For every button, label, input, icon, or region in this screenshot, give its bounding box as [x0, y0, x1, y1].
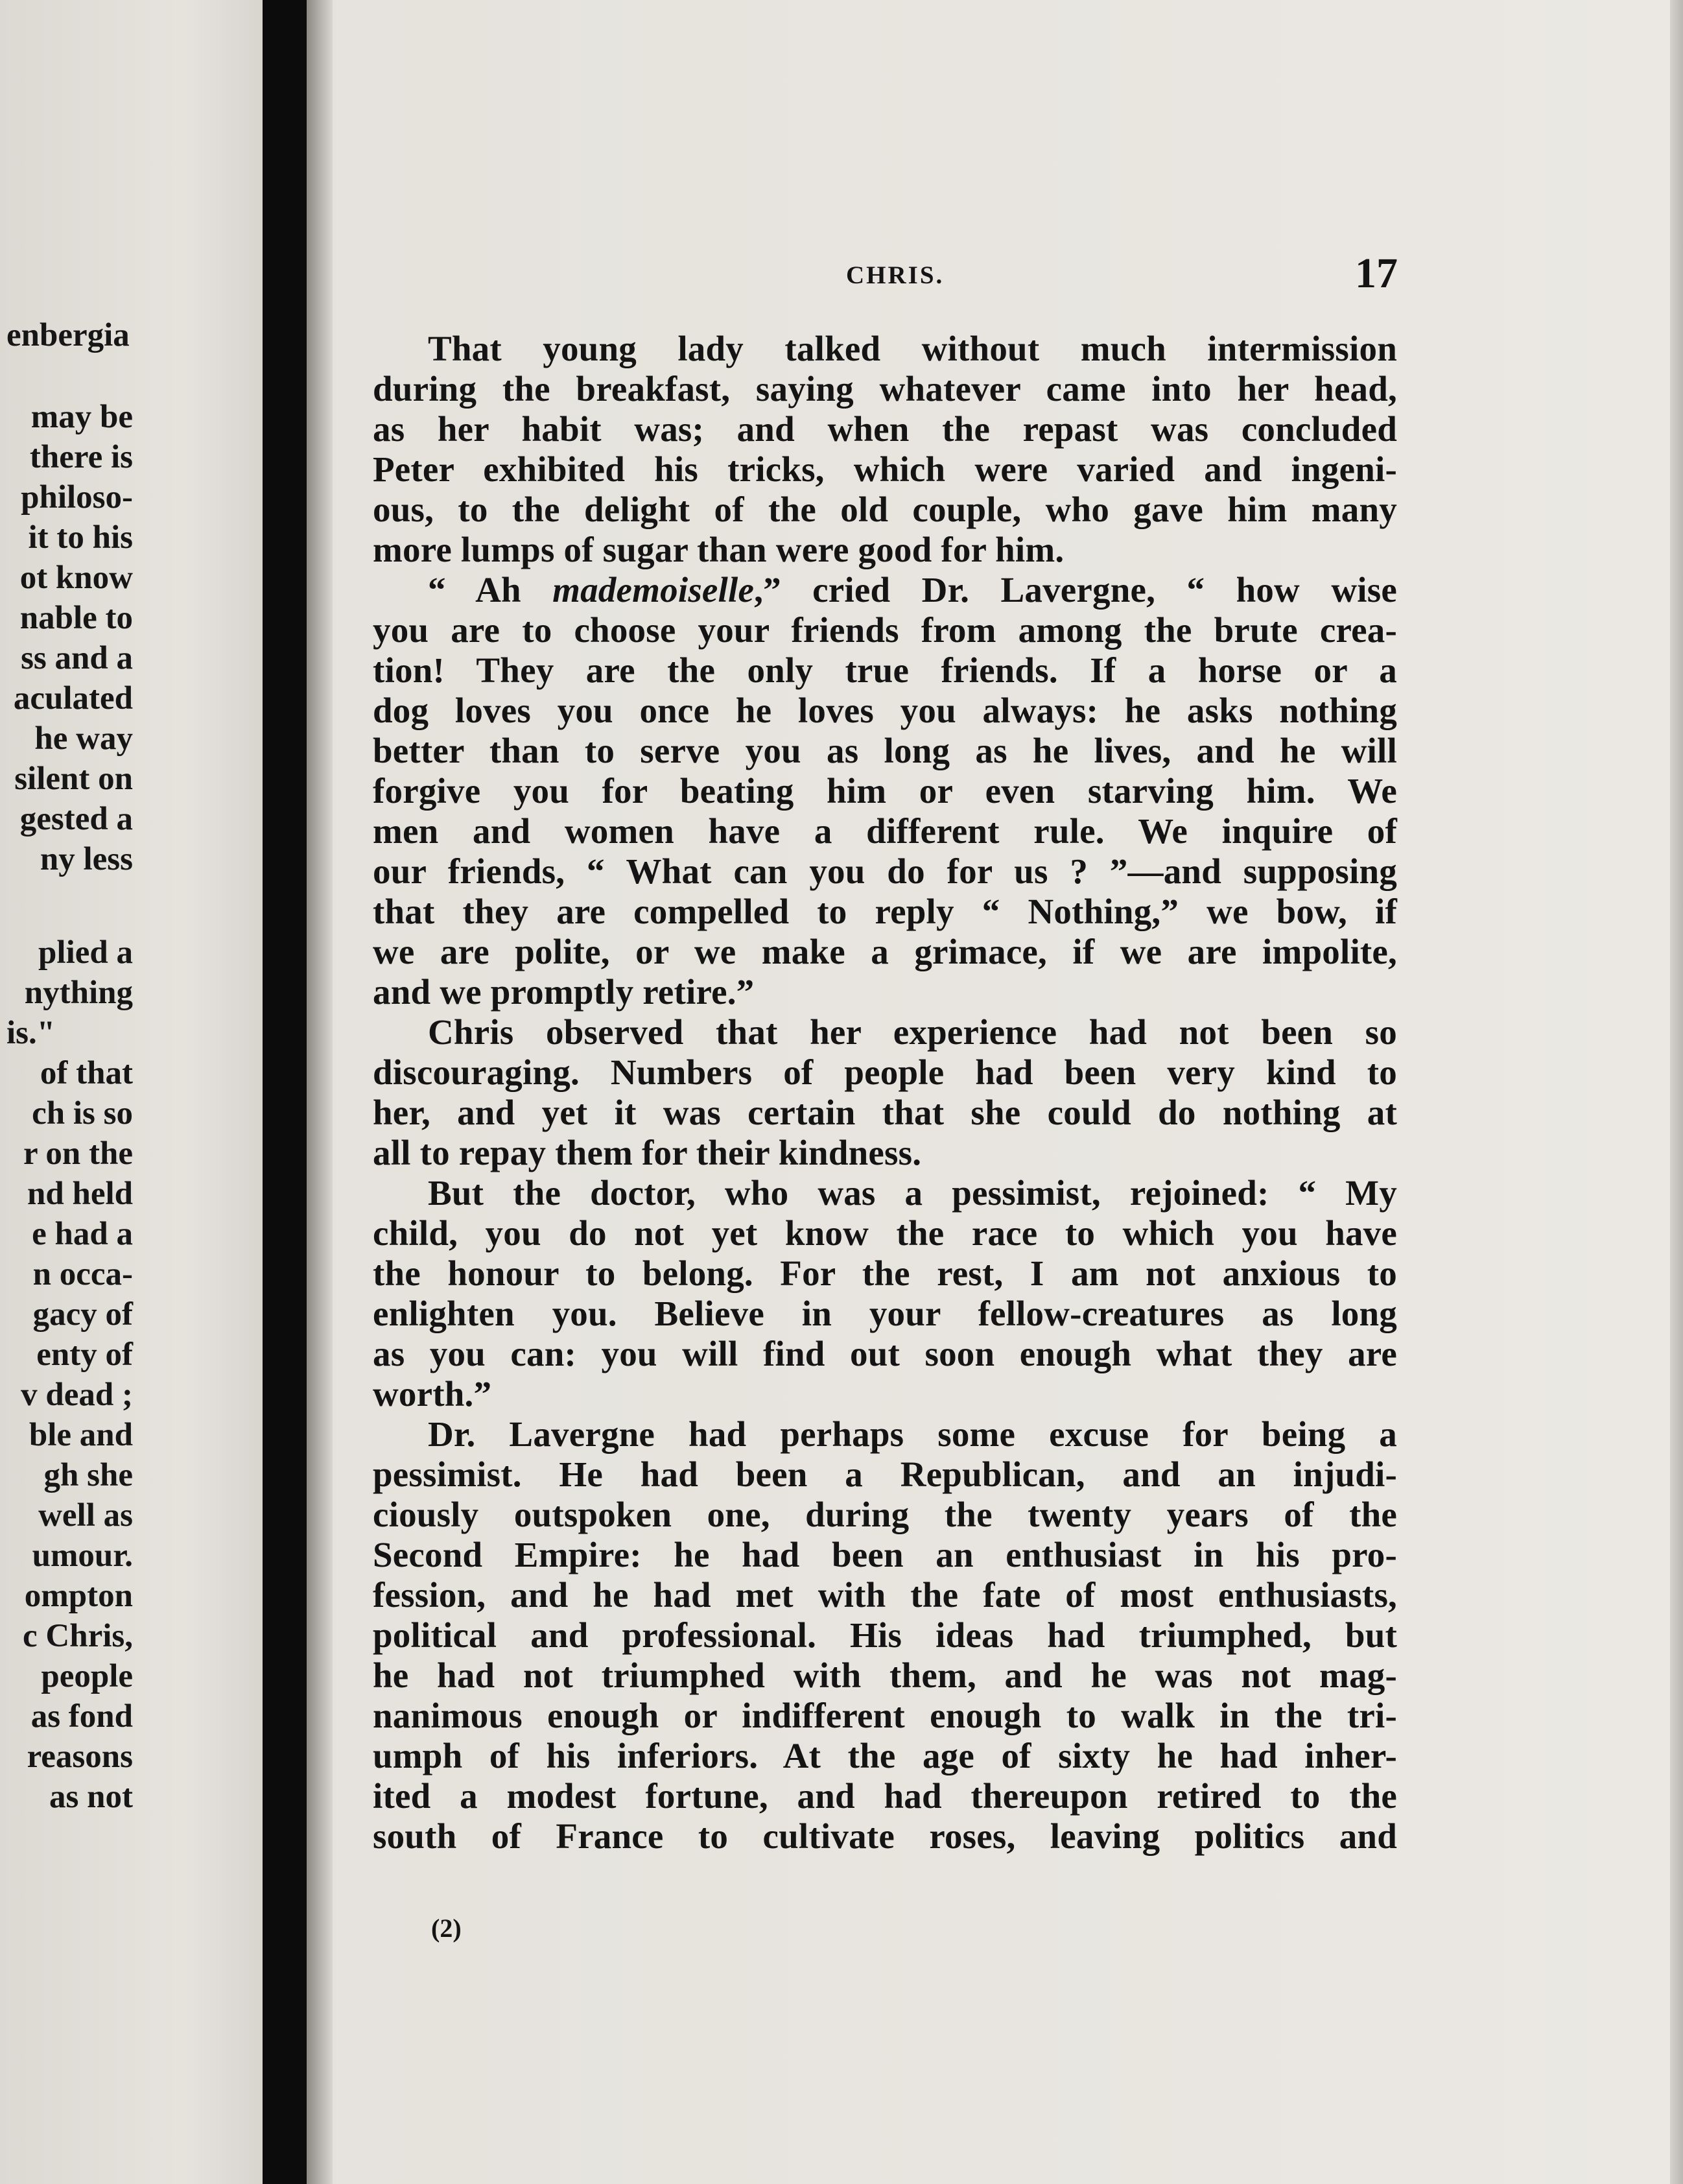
left-page-line: c Chris, — [23, 1618, 133, 1654]
left-page-line: r on the — [23, 1135, 133, 1172]
left-page-line: as fond — [30, 1698, 133, 1735]
left-page-line: gh she — [43, 1457, 133, 1493]
body-text — [373, 329, 1397, 1857]
left-page-line: aculated — [13, 680, 133, 717]
text-line: nanimous enough or indifferent enough to walk in the tri- — [373, 1696, 1397, 1735]
left-page-line: people — [41, 1658, 133, 1694]
text-line: south of France to cultivate roses, leaving politics and — [373, 1816, 1397, 1856]
text-line: ciously outspoken one, during the twenty years of the — [373, 1495, 1397, 1534]
gutter-shadow — [307, 0, 333, 2184]
text-line: ous, to the delight of the old couple, who gave him many — [373, 490, 1397, 529]
book-gutter — [263, 0, 307, 2184]
left-page-line: philoso- — [21, 479, 133, 516]
text-line: you are to choose your friends from among the brute crea- — [373, 610, 1397, 650]
text-line: dog loves you once he loves you always: he asks nothing — [373, 691, 1397, 730]
left-page-line: may be — [30, 399, 133, 435]
text-line: during the breakfast, saying whatever came into her head, — [373, 369, 1397, 409]
text-line: better than to serve you as long as he lives, and he will — [373, 731, 1397, 770]
text-line: child, you do not yet know the race to which you have — [373, 1213, 1397, 1253]
text-line: “ Ah mademoiselle,” cried Dr. Lavergne, “ how wise — [428, 570, 1397, 610]
text-line: political and professional. His ideas had triumphed, but — [373, 1615, 1397, 1655]
text-line: discouraging. Numbers of people had been very kind to — [373, 1052, 1397, 1092]
left-page-line: as not — [49, 1779, 133, 1815]
left-page-line: nd held — [27, 1176, 133, 1212]
left-page-line: enbergia — [6, 317, 130, 353]
text-line: as her habit was; and when the repast was concluded — [373, 409, 1397, 449]
left-page-line: well as — [38, 1497, 133, 1534]
left-page-line: there is — [29, 439, 133, 475]
running-head: CHRIS. — [846, 261, 945, 289]
left-page-line: v dead ; — [21, 1377, 133, 1413]
left-page-line: it to his — [28, 519, 133, 556]
left-page-line: enty of — [36, 1336, 133, 1373]
text-line: her, and yet it was certain that she could do nothing at — [373, 1093, 1397, 1132]
left-page-line: ompton — [24, 1578, 133, 1614]
left-page-line: plied a — [38, 934, 133, 971]
text-line: he had not triumphed with them, and he was not mag- — [373, 1656, 1397, 1695]
page-number: 17 — [1355, 250, 1398, 297]
left-page-line: n occa- — [32, 1256, 133, 1292]
text-line: Chris observed that her experience had not been so — [428, 1012, 1397, 1052]
text-line: Peter exhibited his tricks, which were varied and ingeni- — [373, 449, 1397, 489]
left-page-line: ny less — [40, 841, 133, 877]
text-line: That young lady talked without much intermission — [428, 329, 1397, 368]
left-page-line: reasons — [27, 1739, 133, 1775]
left-page-line: ss and a — [21, 640, 133, 676]
text-line: enlighten you. Believe in your fellow-creatures as long — [373, 1294, 1397, 1333]
page-edge-shadow — [1670, 0, 1683, 2184]
text-line: more lumps of sugar than were good for him. — [373, 530, 1065, 569]
text-line: men and women have a different rule. We inquire of — [373, 811, 1397, 851]
left-page-line: is." — [6, 1015, 56, 1051]
text-line: we are polite, or we make a grimace, if we are impolite, — [373, 932, 1397, 971]
left-page-line: ot know — [19, 560, 133, 596]
text-line: our friends, “ What can you do for us ? ”—and supposing — [373, 851, 1397, 891]
text-line: Dr. Lavergne had perhaps some excuse for being a — [428, 1414, 1397, 1454]
left-page-line: gacy of — [32, 1296, 133, 1333]
text-line: as you can: you will find out soon enough what they are — [373, 1334, 1397, 1373]
text-line: worth.” — [373, 1374, 492, 1414]
left-page-line: of that — [40, 1055, 133, 1091]
text-line: that they are compelled to reply “ Nothing,” we bow, if — [373, 892, 1397, 931]
text-line: umph of his inferiors. At the age of sixty he had inher- — [373, 1736, 1397, 1775]
text-line: the honour to belong. For the rest, I am not anxious to — [373, 1253, 1397, 1293]
left-page-line: gested a — [19, 801, 133, 837]
text-line: Second Empire: he had been an enthusiast in his pro- — [373, 1535, 1397, 1574]
left-page-line: nything — [24, 975, 133, 1011]
text-line: ited a modest fortune, and had thereupon retired to the — [373, 1776, 1397, 1816]
text-line: forgive you for beating him or even starving him. We — [373, 771, 1397, 811]
left-facing-page — [0, 0, 263, 2184]
left-page-line: e had a — [32, 1216, 133, 1252]
left-page-line: nable to — [19, 600, 133, 636]
left-page-line: ch is so — [32, 1095, 133, 1132]
text-line: all to repay them for their kindness. — [373, 1133, 922, 1172]
left-page-line: umour. — [32, 1537, 133, 1574]
text-line: But the doctor, who was a pessimist, rejoined: “ My — [428, 1173, 1397, 1213]
text-line: and we promptly retire.” — [373, 972, 755, 1012]
text-line: fession, and he had met with the fate of most enthusiasts, — [373, 1575, 1397, 1615]
left-page-line: he way — [34, 720, 133, 757]
text-line: tion! They are the only true friends. If a horse or a — [373, 650, 1397, 690]
left-page-line: silent on — [14, 761, 133, 797]
text-line: pessimist. He had been a Republican, and an injudi- — [373, 1454, 1397, 1494]
left-page-line: ble and — [29, 1417, 133, 1453]
signature-mark: (2) — [431, 1914, 462, 1943]
